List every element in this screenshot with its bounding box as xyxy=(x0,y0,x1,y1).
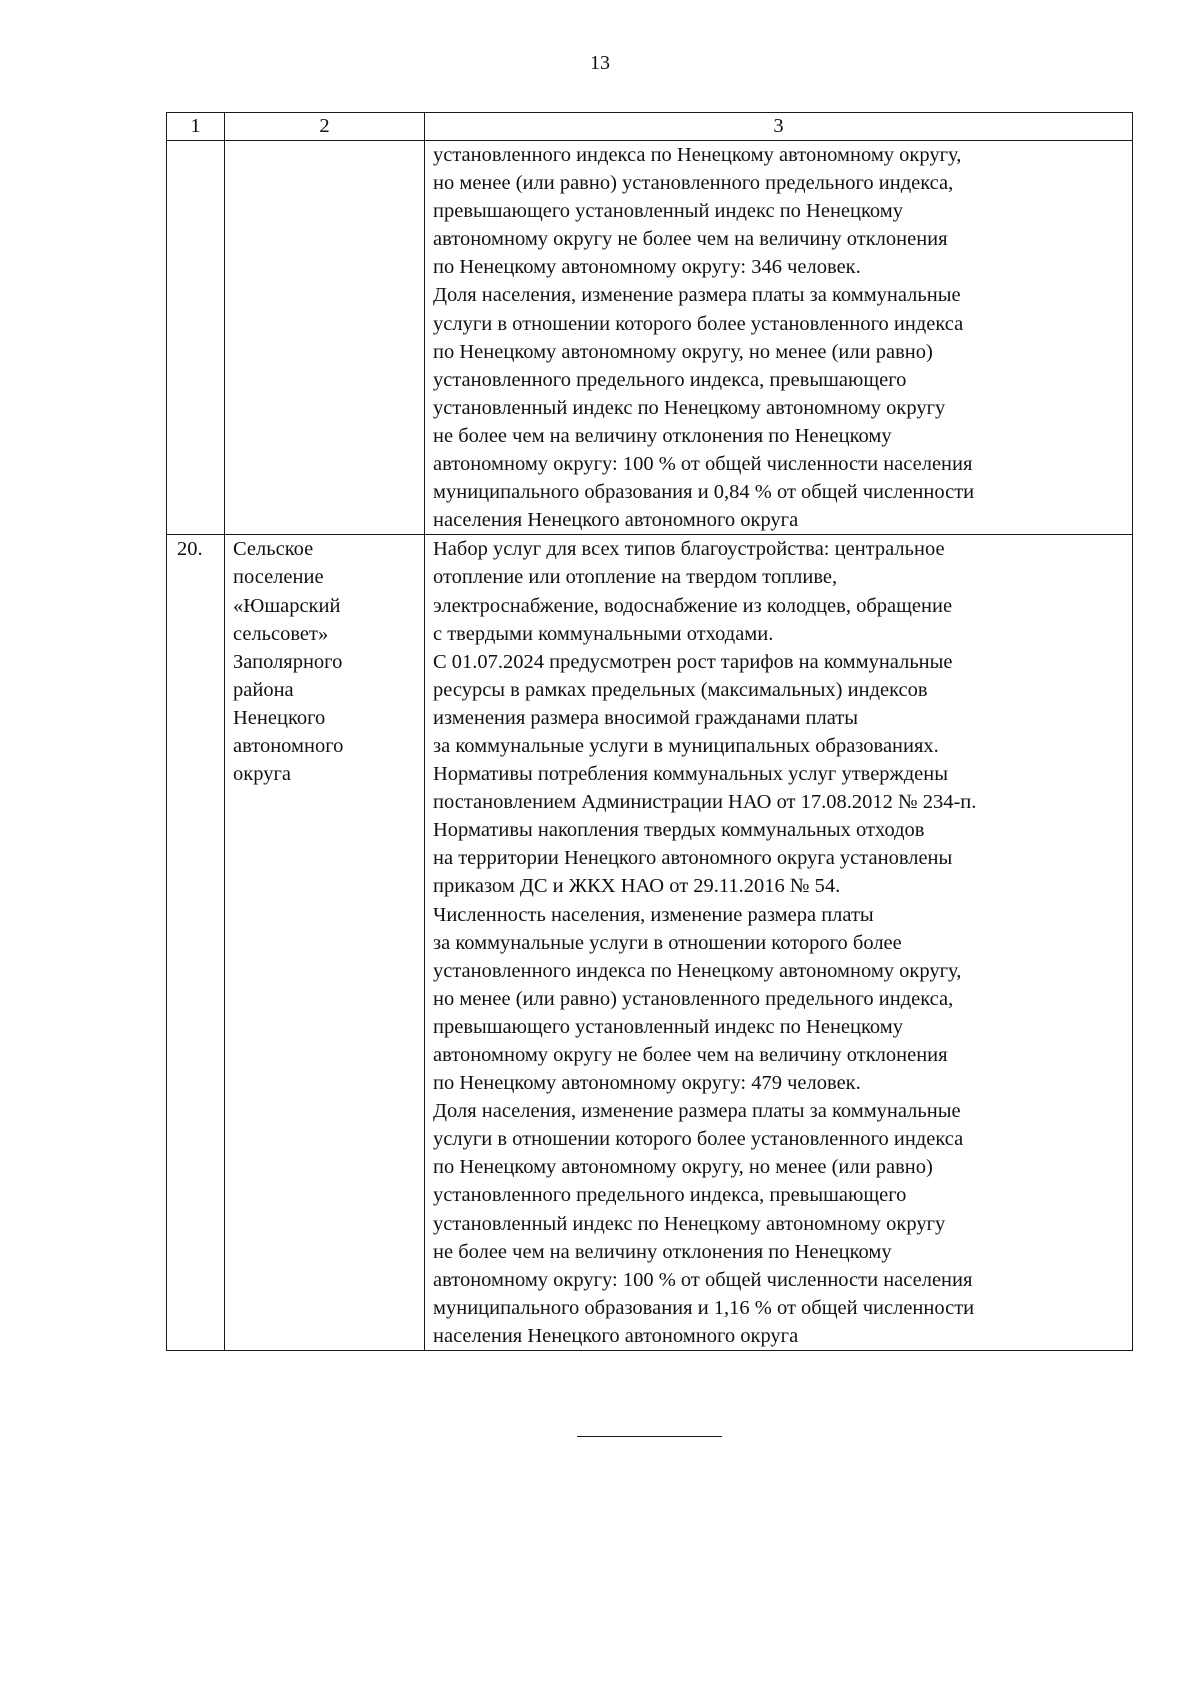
description-paragraph: Нормативы накопления твердых коммунальных отходов на территории Ненецкого автономного округа установлены приказом ДС и ЖКХ НАО от 29.11.2016 № 54. xyxy=(433,819,953,898)
description-paragraph: С 01.07.2024 предусмотрен рост тарифов на коммунальные ресурсы в рамках предельных (максимальных) индексов изменения размера вносимой гражданами платы за коммунальные услуги в муниципальных образованиях. xyxy=(433,650,953,757)
municipality-name-cell xyxy=(225,141,425,535)
description-paragraph: Доля населения, изменение размера платы за коммунальные услуги в отношении которого более установленного индекса по Ненецкому автономному округу, но менее (или равно) установленного предельного индекса, превышающего установленный индекс по Ненецкому автономному округу не более чем на величину отклонения по Ненецкому автономному округу: 100 % от общей численности населения муниципального образования и 1,16 % от общей численности населения Ненецкого автономного округа xyxy=(433,1100,975,1347)
municipality-name-cell: Сельское поселение «Юшарский сельсовет» Заполярного района Ненецкого автономного округа xyxy=(225,535,425,1351)
column-header-2: 2 xyxy=(225,113,425,141)
document-table xyxy=(166,112,1133,1351)
table-header-row xyxy=(167,113,1133,141)
description-paragraph: Доля населения, изменение размера платы за коммунальные услуги в отношении которого более установленного индекса по Ненецкому автономному округу, но менее (или равно) установленного предельного индекса, превышающего установленный индекс по Ненецкому автономному округу не более чем на величину отклонения по Ненецкому автономному округу: 100 % от общей численности населения муниципального образования и 0,84 % от общей численности населения Ненецкого автономного округа xyxy=(433,284,975,532)
description-cell xyxy=(425,141,1133,535)
row-number-cell xyxy=(167,141,225,535)
description-cell xyxy=(425,535,1133,1351)
table-row-20 xyxy=(167,535,1133,1351)
description-paragraph: Нормативы потребления коммунальных услуг утверждены постановлением Администрации НАО от 17.08.2012 № 234-п. xyxy=(433,763,977,814)
description-paragraph: Численность населения, изменение размера платы за коммунальные услуги в отношении которого более установленного индекса по Ненецкому автономному округу, но менее (или равно) установленного предельного индекса, превышающего установленный индекс по Ненецкому автономному округу не более чем на величину отклонения по Ненецкому автономному округу: 479 человек. xyxy=(433,903,962,1095)
column-header-1: 1 xyxy=(167,113,225,141)
end-of-document-rule xyxy=(577,1436,722,1437)
table-row-continued xyxy=(167,141,1133,535)
description-paragraph: Набор услуг для всех типов благоустройства: центральное отопление или отопление на твердом топливе, электроснабжение, водоснабжение из колодцев, обращение с твердыми коммунальными отходами. xyxy=(433,538,953,645)
column-header-3: 3 xyxy=(425,113,1133,141)
description-paragraph: установленного индекса по Ненецкому автономному округу, но менее (или равно) установленного предельного индекса, превышающего установленный индекс по Ненецкому автономному округу не более чем на величину отклонения по Ненецкому автономному округу: 346 человек. xyxy=(433,144,962,279)
page-number: 13 xyxy=(590,52,610,74)
row-number-cell: 20. xyxy=(167,535,225,1351)
